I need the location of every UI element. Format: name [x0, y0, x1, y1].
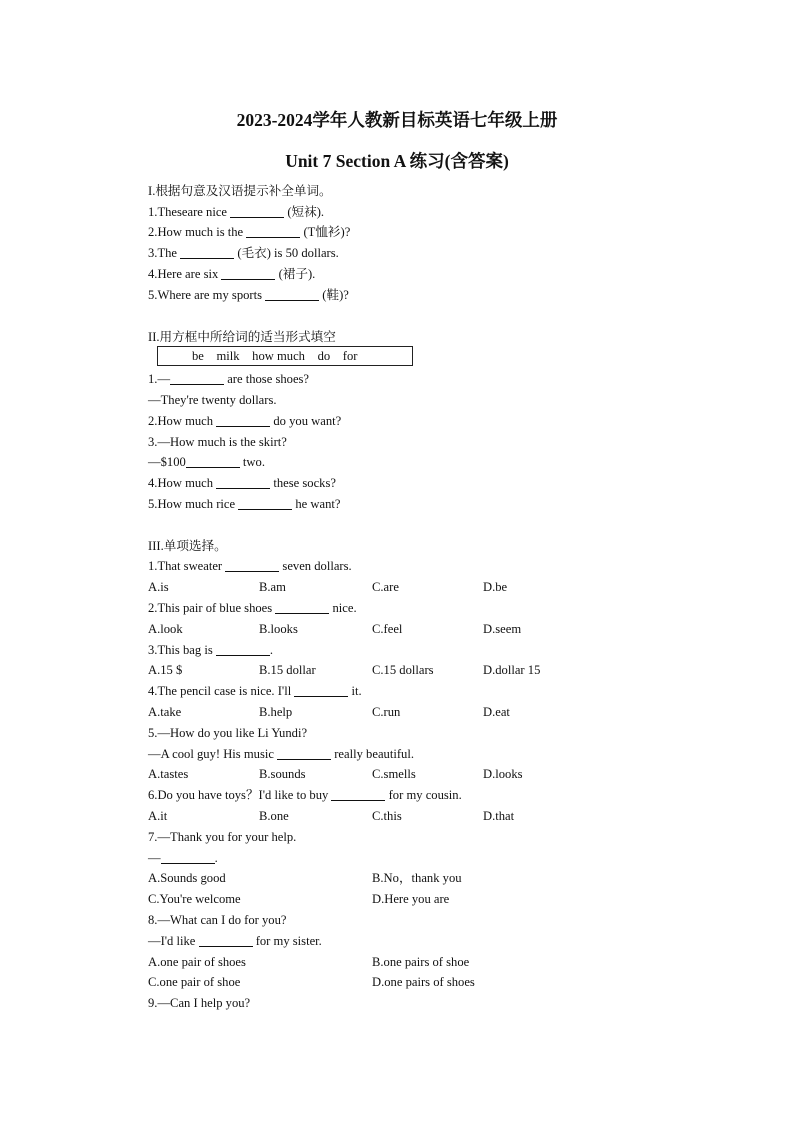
option-b: B.No，thank you [372, 871, 462, 885]
answer-blank [238, 497, 292, 510]
question-line: 2.How much is the (T恤衫)? [148, 225, 351, 239]
option-b: B.am [259, 580, 286, 594]
question-line: 7.—Thank you for your help. [148, 830, 297, 844]
option-d: D.one pairs of shoes [372, 975, 475, 989]
option-a: A.it [148, 809, 168, 823]
question-line: 4.The pencil case is nice. I'll it. [148, 684, 362, 698]
option-b: B.sounds [259, 767, 306, 781]
question-line: 5.—How do you like Li Yundi? [148, 726, 308, 740]
question-line: 5.Where are my sports (鞋)? [148, 288, 349, 302]
question-line: 9.—Can I help you? [148, 996, 251, 1010]
word-box: be milk how much do for [157, 346, 413, 366]
option-c: C.one pair of shoe [148, 975, 241, 989]
question-line: —A cool guy! His music really beautiful. [148, 747, 414, 761]
answer-line: —They're twenty dollars. [148, 393, 277, 407]
question-line: 4.Here are six (裙子). [148, 267, 316, 281]
option-c: C.You're welcome [148, 892, 241, 906]
answer-blank [221, 267, 275, 280]
answer-blank [294, 684, 348, 697]
document-title: 2023-2024学年人教新目标英语七年级上册 [236, 110, 558, 130]
option-c: C.feel [372, 622, 403, 636]
answer-blank [275, 601, 329, 614]
answer-blank [230, 205, 284, 218]
option-b: B.15 dollar [259, 663, 316, 677]
question-line: 2.This pair of blue shoes nice. [148, 601, 357, 615]
question-line: —I'd like for my sister. [148, 934, 322, 948]
answer-blank [216, 476, 270, 489]
answer-blank [216, 414, 270, 427]
option-a: A.tastes [148, 767, 189, 781]
question-line: —$100 two. [148, 455, 265, 469]
question-line: 8.—What can I do for you? [148, 913, 287, 927]
option-a: A.look [148, 622, 183, 636]
section-heading: I.根据句意及汉语提示补全单词。 [148, 184, 332, 198]
option-c: C.are [372, 580, 399, 594]
question-line: 2.How much do you want? [148, 414, 342, 428]
answer-blank [199, 934, 253, 947]
option-b: B.help [259, 705, 293, 719]
option-b: B.one pairs of shoe [372, 955, 470, 969]
question-line: 3.The (毛衣) is 50 dollars. [148, 246, 339, 260]
answer-blank [216, 643, 270, 656]
question-line: — . [148, 851, 218, 865]
question-line: 5.How much rice he want? [148, 497, 341, 511]
option-d: D.that [483, 809, 515, 823]
question-line: 6.Do you have toys？I'd like to buy for my cousin. [148, 788, 462, 802]
option-a: A.one pair of shoes [148, 955, 246, 969]
option-c: C.15 dollars [372, 663, 434, 677]
answer-blank [225, 559, 279, 572]
section-heading: III.单项选择。 [148, 539, 227, 553]
option-d: D.seem [483, 622, 522, 636]
option-d: D.be [483, 580, 508, 594]
option-c: C.smells [372, 767, 416, 781]
answer-blank [246, 225, 300, 238]
answer-blank [186, 455, 240, 468]
option-b: B.one [259, 809, 289, 823]
question-line: 3.—How much is the skirt? [148, 435, 287, 449]
answer-blank [265, 288, 319, 301]
answer-blank [161, 851, 215, 864]
option-d: D.dollar 15 [483, 663, 541, 677]
option-d: D.Here you are [372, 892, 450, 906]
option-c: C.this [372, 809, 402, 823]
option-a: A.is [148, 580, 169, 594]
question-line: 3.This bag is . [148, 643, 274, 657]
option-a: A.take [148, 705, 182, 719]
option-d: D.eat [483, 705, 510, 719]
question-line: 1.— are those shoes? [148, 372, 310, 386]
answer-blank [331, 788, 385, 801]
option-d: D.looks [483, 767, 523, 781]
section-heading: II.用方框中所给词的适当形式填空 [148, 330, 336, 344]
option-b: B.looks [259, 622, 298, 636]
option-c: C.run [372, 705, 401, 719]
answer-blank [170, 372, 224, 385]
option-a: A.15 $ [148, 663, 183, 677]
question-line: 1.That sweater seven dollars. [148, 559, 352, 573]
question-line: 4.How much these socks? [148, 476, 336, 490]
option-a: A.Sounds good [148, 871, 226, 885]
document-subtitle: Unit 7 Section A 练习(含答案) [285, 151, 509, 171]
answer-blank [277, 747, 331, 760]
question-line: 1.Theseare nice (短袜). [148, 205, 325, 219]
answer-blank [180, 246, 234, 259]
